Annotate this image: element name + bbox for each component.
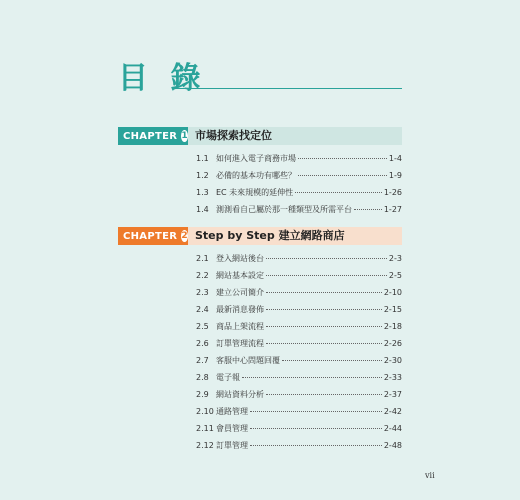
toc-entry[interactable] bbox=[196, 287, 402, 304]
toc-entry-page: 2-5 bbox=[388, 271, 402, 280]
toc-entry-page: 2-37 bbox=[383, 390, 402, 399]
toc-entry[interactable] bbox=[196, 153, 402, 170]
dot-leader bbox=[282, 360, 382, 361]
toc-entry-page: 2-30 bbox=[383, 356, 402, 365]
dot-leader bbox=[250, 445, 382, 446]
toc-entry[interactable] bbox=[196, 338, 402, 355]
chapter-1-header[interactable] bbox=[118, 127, 402, 145]
toc-entry-title: 通路管理 bbox=[216, 407, 248, 416]
chapter-2-toc-list bbox=[196, 253, 402, 457]
toc-entry-page: 2-42 bbox=[383, 407, 402, 416]
page-title: 目 錄 bbox=[118, 61, 207, 96]
dot-leader bbox=[242, 377, 382, 378]
toc-entry-number: 2.10 bbox=[196, 407, 214, 416]
chapter-1-toc-list bbox=[196, 153, 402, 221]
dot-leader bbox=[295, 192, 382, 193]
toc-entry-number: 1.4 bbox=[196, 205, 209, 214]
toc-entry-page: 2-15 bbox=[383, 305, 402, 314]
toc-entry-page: 1-26 bbox=[383, 188, 402, 197]
title-rule bbox=[172, 88, 402, 89]
toc-entry[interactable] bbox=[196, 355, 402, 372]
toc-entry-page: 2-3 bbox=[388, 254, 402, 263]
chapter-1-title: 市場探索找定位 bbox=[195, 129, 272, 142]
toc-entry-title: 測測看自己屬於那一種類型及所需平台 bbox=[216, 205, 352, 214]
toc-entry-title: 建立公司簡介 bbox=[216, 288, 264, 297]
page-number: vii bbox=[425, 471, 435, 480]
dot-leader bbox=[298, 158, 387, 159]
toc-entry-number: 2.9 bbox=[196, 390, 209, 399]
toc-entry-number: 2.6 bbox=[196, 339, 209, 348]
toc-entry[interactable] bbox=[196, 423, 402, 440]
toc-entry-number: 2.2 bbox=[196, 271, 209, 280]
toc-entry-title: 登入網站後台 bbox=[216, 254, 264, 263]
chapter-label: CHAPTER bbox=[123, 130, 178, 142]
toc-entry-page: 1-4 bbox=[388, 154, 402, 163]
dot-leader bbox=[250, 428, 382, 429]
toc-entry[interactable] bbox=[196, 204, 402, 221]
toc-entry-number: 2.5 bbox=[196, 322, 209, 331]
toc-entry-number: 2.12 bbox=[196, 441, 214, 450]
toc-entry[interactable] bbox=[196, 253, 402, 270]
toc-entry-page: 2-10 bbox=[383, 288, 402, 297]
toc-entry-page: 2-33 bbox=[383, 373, 402, 382]
toc-entry-title: 會員管理 bbox=[216, 424, 248, 433]
toc-entry-number: 1.3 bbox=[196, 188, 209, 197]
toc-entry-title: 商品上架流程 bbox=[216, 322, 264, 331]
chapter-number-circle: 2 bbox=[181, 231, 188, 241]
toc-entry-number: 2.4 bbox=[196, 305, 209, 314]
toc-entry[interactable] bbox=[196, 321, 402, 338]
toc-entry-title: 訂單管理 bbox=[216, 441, 248, 450]
toc-entry-page: 1-9 bbox=[388, 171, 402, 180]
toc-entry-number: 2.3 bbox=[196, 288, 209, 297]
toc-entry-number: 1.1 bbox=[196, 154, 209, 163]
chapter-1-badge bbox=[118, 127, 188, 145]
toc-entry-title: 網站基本設定 bbox=[216, 271, 264, 280]
toc-entry-page: 1-27 bbox=[383, 205, 402, 214]
toc-entry-title: 網站資料分析 bbox=[216, 390, 264, 399]
dot-leader bbox=[266, 275, 387, 276]
chapter-2-title: Step by Step 建立網路商店 bbox=[195, 229, 345, 242]
toc-entry-title: EC 未來規模的延伸性 bbox=[216, 188, 294, 197]
toc-entry-number: 1.2 bbox=[196, 171, 209, 180]
toc-entry-page: 2-48 bbox=[383, 441, 402, 450]
toc-entry-number: 2.11 bbox=[196, 424, 214, 433]
dot-leader bbox=[266, 326, 382, 327]
toc-entry-number: 2.8 bbox=[196, 373, 209, 382]
toc-entry-title: 電子報 bbox=[216, 373, 240, 382]
toc-entry-number: 2.7 bbox=[196, 356, 209, 365]
toc-entry-title: 必備的基本功有哪些？ bbox=[216, 171, 296, 180]
chapter-number-circle: 1 bbox=[181, 131, 188, 141]
toc-entry[interactable] bbox=[196, 406, 402, 423]
dot-leader bbox=[266, 292, 382, 293]
dot-leader bbox=[266, 258, 387, 259]
dot-leader bbox=[250, 411, 382, 412]
toc-entry-title: 訂單管理流程 bbox=[216, 339, 264, 348]
dot-leader bbox=[354, 209, 382, 210]
toc-entry-number: 2.1 bbox=[196, 254, 209, 263]
dot-leader bbox=[266, 394, 382, 395]
toc-entry[interactable] bbox=[196, 187, 402, 204]
toc-entry-title: 客服中心問題回覆 bbox=[216, 356, 280, 365]
toc-entry[interactable] bbox=[196, 389, 402, 406]
chapter-2-badge bbox=[118, 227, 188, 245]
toc-entry[interactable] bbox=[196, 304, 402, 321]
toc-entry[interactable] bbox=[196, 170, 402, 187]
chapter-2-header[interactable] bbox=[118, 227, 402, 245]
toc-entry[interactable] bbox=[196, 440, 402, 457]
toc-entry[interactable] bbox=[196, 372, 402, 389]
toc-entry-title: 如何進入電子商務市場 bbox=[216, 154, 296, 163]
toc-entry[interactable] bbox=[196, 270, 402, 287]
dot-leader bbox=[266, 309, 382, 310]
toc-entry-page: 2-26 bbox=[383, 339, 402, 348]
toc-entry-title: 最新消息發佈 bbox=[216, 305, 264, 314]
toc-entry-page: 2-44 bbox=[383, 424, 402, 433]
dot-leader bbox=[298, 175, 387, 176]
toc-entry-page: 2-18 bbox=[383, 322, 402, 331]
dot-leader bbox=[266, 343, 382, 344]
chapter-label: CHAPTER bbox=[123, 230, 178, 242]
